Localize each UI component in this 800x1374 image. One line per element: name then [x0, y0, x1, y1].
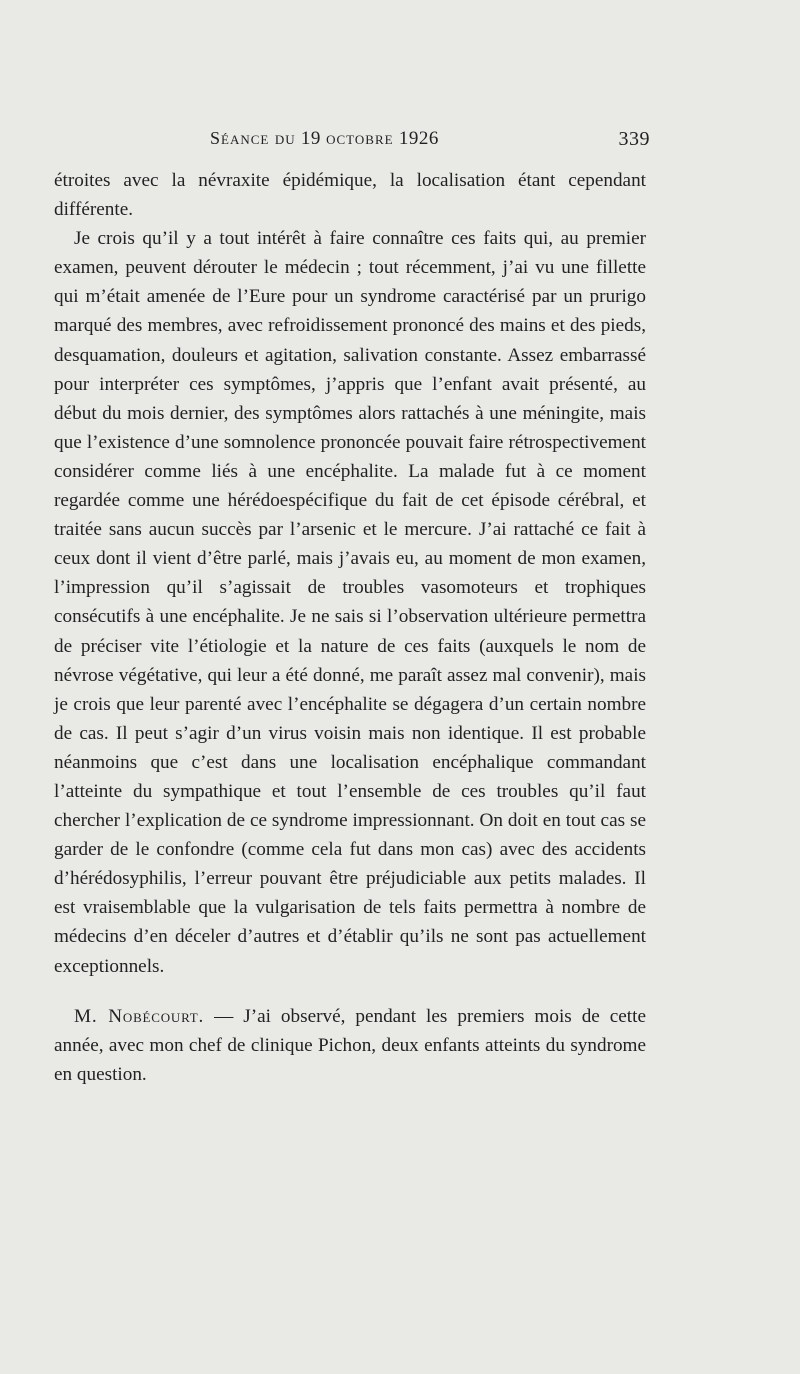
paragraph-main: Je crois qu’il y a tout intérêt à faire connaître ces faits qui, au premier examen, peuvent dérouter le médecin ; tout récemment, j’ai vu une fillette qui m’était amenée de l’Eure pour un syndrome caractérisé par un prurigo marqué des membres, avec refroidissement prononcé des mains et des pieds, desquamation, douleurs et agitation, salivation constante. Assez embarrassé pour interpréter ces symptômes, j’appris que l’enfant avait présenté, au début du mois dernier, des symptômes alors rattachés à une méningite, mais que l’existence d’une somnolence prononcée pouvait faire rétrospectivement considérer comme liés à une encéphalite. La malade fut à ce moment regardée comme une hérédoespécifique du fait de cet épisode cérébral, et traitée sans aucun succès par l’arsenic et le mercure. J’ai rattaché ce fait à ceux dont il vient d’être parlé, mais j’avais eu, au moment de mon examen, l’impression qu’il s’agissait de troubles vasomoteurs et trophiques consécutifs à une encéphalite. Je ne sais si l’observation ultérieure permettra de préciser vite l’étiologie et la nature de ces faits (auxquels le nom de névrose végétative, qui leur a été donné, me paraît assez mal convenir), mais je crois que leur parenté avec l’encéphalite se dégagera d’un certain nombre de cas. Il peut s’agir d’un virus voisin mais non identique. Il est probable néanmoins que c’est dans une localisation encéphalique commandant l’atteinte du sympathique et tout l’ensemble de ces troubles qu’il faut chercher l’explication de ce syndrome impressionnant. On doit en tout cas se garder de le confondre (comme cela fut dans mon cas) avec des accidents d’hérédosyphilis, l’erreur pouvant être préjudiciable aux petits malades. Il est vraisemblable que la vulgarisation de tels faits permettra à nombre de médecins d’en déceler d’autres et d’établir qu’ils ne sont pas actuellement exceptionnels.	[54, 228, 646, 977]
running-head-day: 19	[300, 128, 321, 149]
running-head-prefix: Séance du	[210, 128, 296, 148]
paragraph-nobecourt	[54, 1002, 646, 1089]
speaker-name: M. Nobécourt.	[74, 1005, 205, 1027]
page-header	[210, 128, 650, 158]
paragraph-continuation: étroites avec la névraxite épidémique, la localisation étant cependant différente.	[54, 170, 646, 221]
running-head-month: octobre	[326, 128, 394, 148]
speaker-statement: — J’ai observé, pendant les premiers mois de cette année, avec mon chef de clinique Pichon, deux enfants atteints du syndrome en question.	[54, 1005, 646, 1085]
page-number: 339	[618, 128, 650, 150]
running-head-year: 1926	[398, 128, 439, 149]
running-head	[210, 128, 439, 150]
body-text	[54, 166, 646, 1089]
